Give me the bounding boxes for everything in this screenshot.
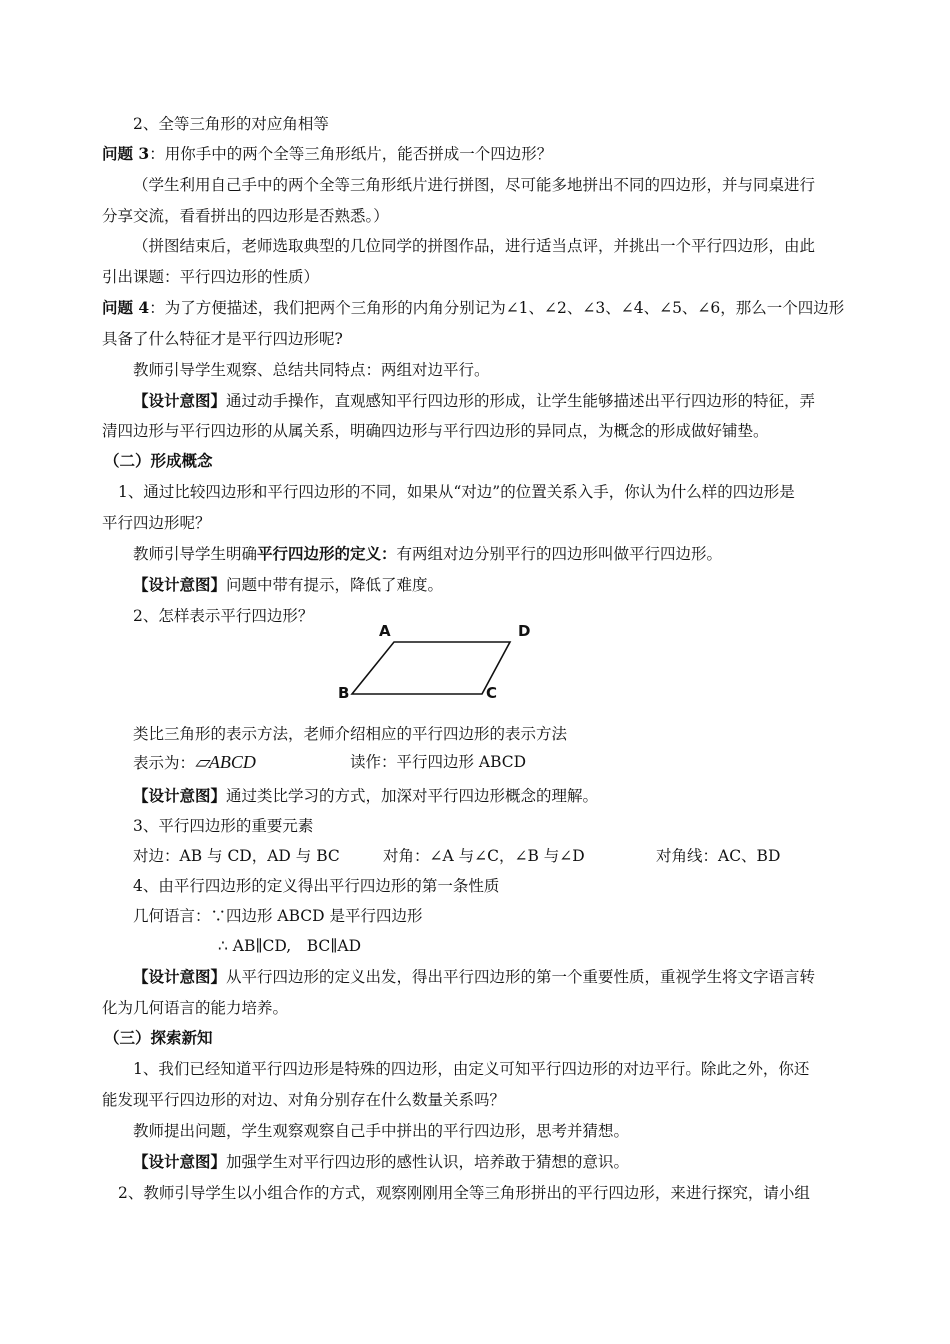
- design-intent-label: 【设计意图】: [133, 967, 227, 986]
- design-intent-text: 通过类比学习的方式，加深对平行四边形概念的理解。: [226, 787, 599, 805]
- text-line: 2、教师引导学生以小组合作的方式，观察刚刚用全等三角形拼出的平行四边形，来进行探究，请小组: [118, 1184, 810, 1202]
- text-line: 类比三角形的表示方法，老师介绍相应的平行四边形的表示方法: [133, 725, 568, 743]
- design-intent-text: 问题中带有提示，降低了难度。: [226, 576, 444, 594]
- design-intent-2: [133, 575, 443, 595]
- definition-line: [133, 544, 722, 564]
- design-intent-text: 加强学生对平行四边形的感性认识，培养敢于猜想的意识。: [226, 1153, 630, 1171]
- question-text: ：用你手中的两个全等三角形纸片，能否拼成一个四边形？: [149, 145, 553, 163]
- design-intent-label: 【设计意图】: [133, 786, 227, 805]
- question-3: [102, 144, 552, 164]
- text-line: 1、通过比较四边形和平行四边形的不同，如果从“对边”的位置关系入手，你认为什么样的四边形是: [118, 483, 795, 501]
- section-heading: （三）探索新知: [104, 1028, 213, 1047]
- vertex-label-b: B: [338, 684, 350, 702]
- vertex-label-a: A: [379, 622, 391, 640]
- design-intent-label: 【设计意图】: [133, 391, 227, 410]
- notation-symbol: ▱ABCD: [195, 752, 256, 772]
- section-heading: （二）形成概念: [104, 451, 213, 470]
- text-line: 1、我们已经知道平行四边形是特殊的四边形，由定义可知平行四边形的对边平行。除此之外，你还: [133, 1060, 810, 1078]
- definition-text: 有两组对边分别平行的四边形叫做平行四边形。: [396, 545, 723, 563]
- opposite-angles: 对角：∠A 与∠C，∠B 与∠D: [383, 847, 585, 865]
- opposite-sides: 对边：AB 与 CD，AD 与 BC: [133, 847, 340, 865]
- design-intent-5: [133, 1152, 629, 1172]
- text-line: 清四边形与平行四边形的从属关系，明确四边形与平行四边形的异同点，为概念的形成做好铺垫。: [102, 422, 769, 440]
- vertex-label-c: C: [486, 684, 498, 702]
- text-line: 3、平行四边形的重要元素: [133, 817, 314, 835]
- question-label: 问题 4: [102, 298, 150, 317]
- design-intent-4: [133, 967, 815, 987]
- question-label: 问题 3: [102, 144, 150, 163]
- reading-text: 读作：平行四边形 ABCD: [350, 753, 527, 771]
- text-line: 化为几何语言的能力培养。: [102, 999, 289, 1017]
- question-text: ：为了方便描述，我们把两个三角形的内角分别记为∠1、∠2、∠3、∠4、∠5、∠6，那么一个四边形: [149, 299, 845, 317]
- definition-prefix: 教师引导学生明确: [133, 545, 258, 563]
- geometry-statement: 几何语言：∵四边形 ABCD 是平行四边形: [133, 907, 423, 925]
- text-line: 2、怎样表示平行四边形？: [133, 607, 314, 625]
- design-intent-3: [133, 786, 598, 806]
- text-line: 教师提出问题，学生观察观察自己手中拼出的平行四边形，思考并猜想。: [133, 1122, 630, 1140]
- text-line: 2、全等三角形的对应角相等: [133, 115, 329, 133]
- design-intent-label: 【设计意图】: [133, 575, 227, 594]
- notation-label: 表示为：: [133, 754, 196, 772]
- text-line: 教师引导学生观察、总结共同特点：两组对边平行。: [133, 361, 490, 379]
- design-intent-1: [133, 391, 815, 411]
- parallelogram-figure: [330, 616, 531, 712]
- definition-term: 平行四边形的定义：: [257, 544, 397, 563]
- text-line: 具备了什么特征才是平行四边形呢?: [102, 330, 343, 348]
- design-intent-text: 通过动手操作，直观感知平行四边形的形成，让学生能够描述出平行四边形的特征，弄: [226, 392, 816, 410]
- text-line: 引出课题：平行四边形的性质）: [102, 268, 320, 286]
- design-intent-text: 从平行四边形的定义出发，得出平行四边形的第一个重要性质，重视学生将文字语言转: [226, 968, 816, 986]
- design-intent-label: 【设计意图】: [133, 1152, 227, 1171]
- text-line: 4、由平行四边形的定义得出平行四边形的第一条性质: [133, 877, 500, 895]
- diagonals: 对角线：AC、BD: [656, 847, 781, 865]
- vertex-label-d: D: [518, 622, 531, 640]
- geometry-conclusion: ∴ AB∥CD, BC∥AD: [218, 937, 362, 955]
- question-4: [102, 298, 844, 318]
- notation-line: [133, 752, 256, 773]
- text-line: （拼图结束后，老师选取典型的几位同学的拼图作品，进行适当点评，并挑出一个平行四边形，由此: [133, 237, 816, 255]
- text-line: 能发现平行四边形的对边、对角分别存在什么数量关系吗？: [102, 1091, 506, 1109]
- text-line: 平行四边形呢？: [102, 514, 211, 532]
- text-line: 分享交流，看看拼出的四边形是否熟悉。）: [102, 207, 389, 225]
- text-line: （学生利用自己手中的两个全等三角形纸片进行拼图，尽可能多地拼出不同的四边形，并与同桌进行: [133, 176, 816, 194]
